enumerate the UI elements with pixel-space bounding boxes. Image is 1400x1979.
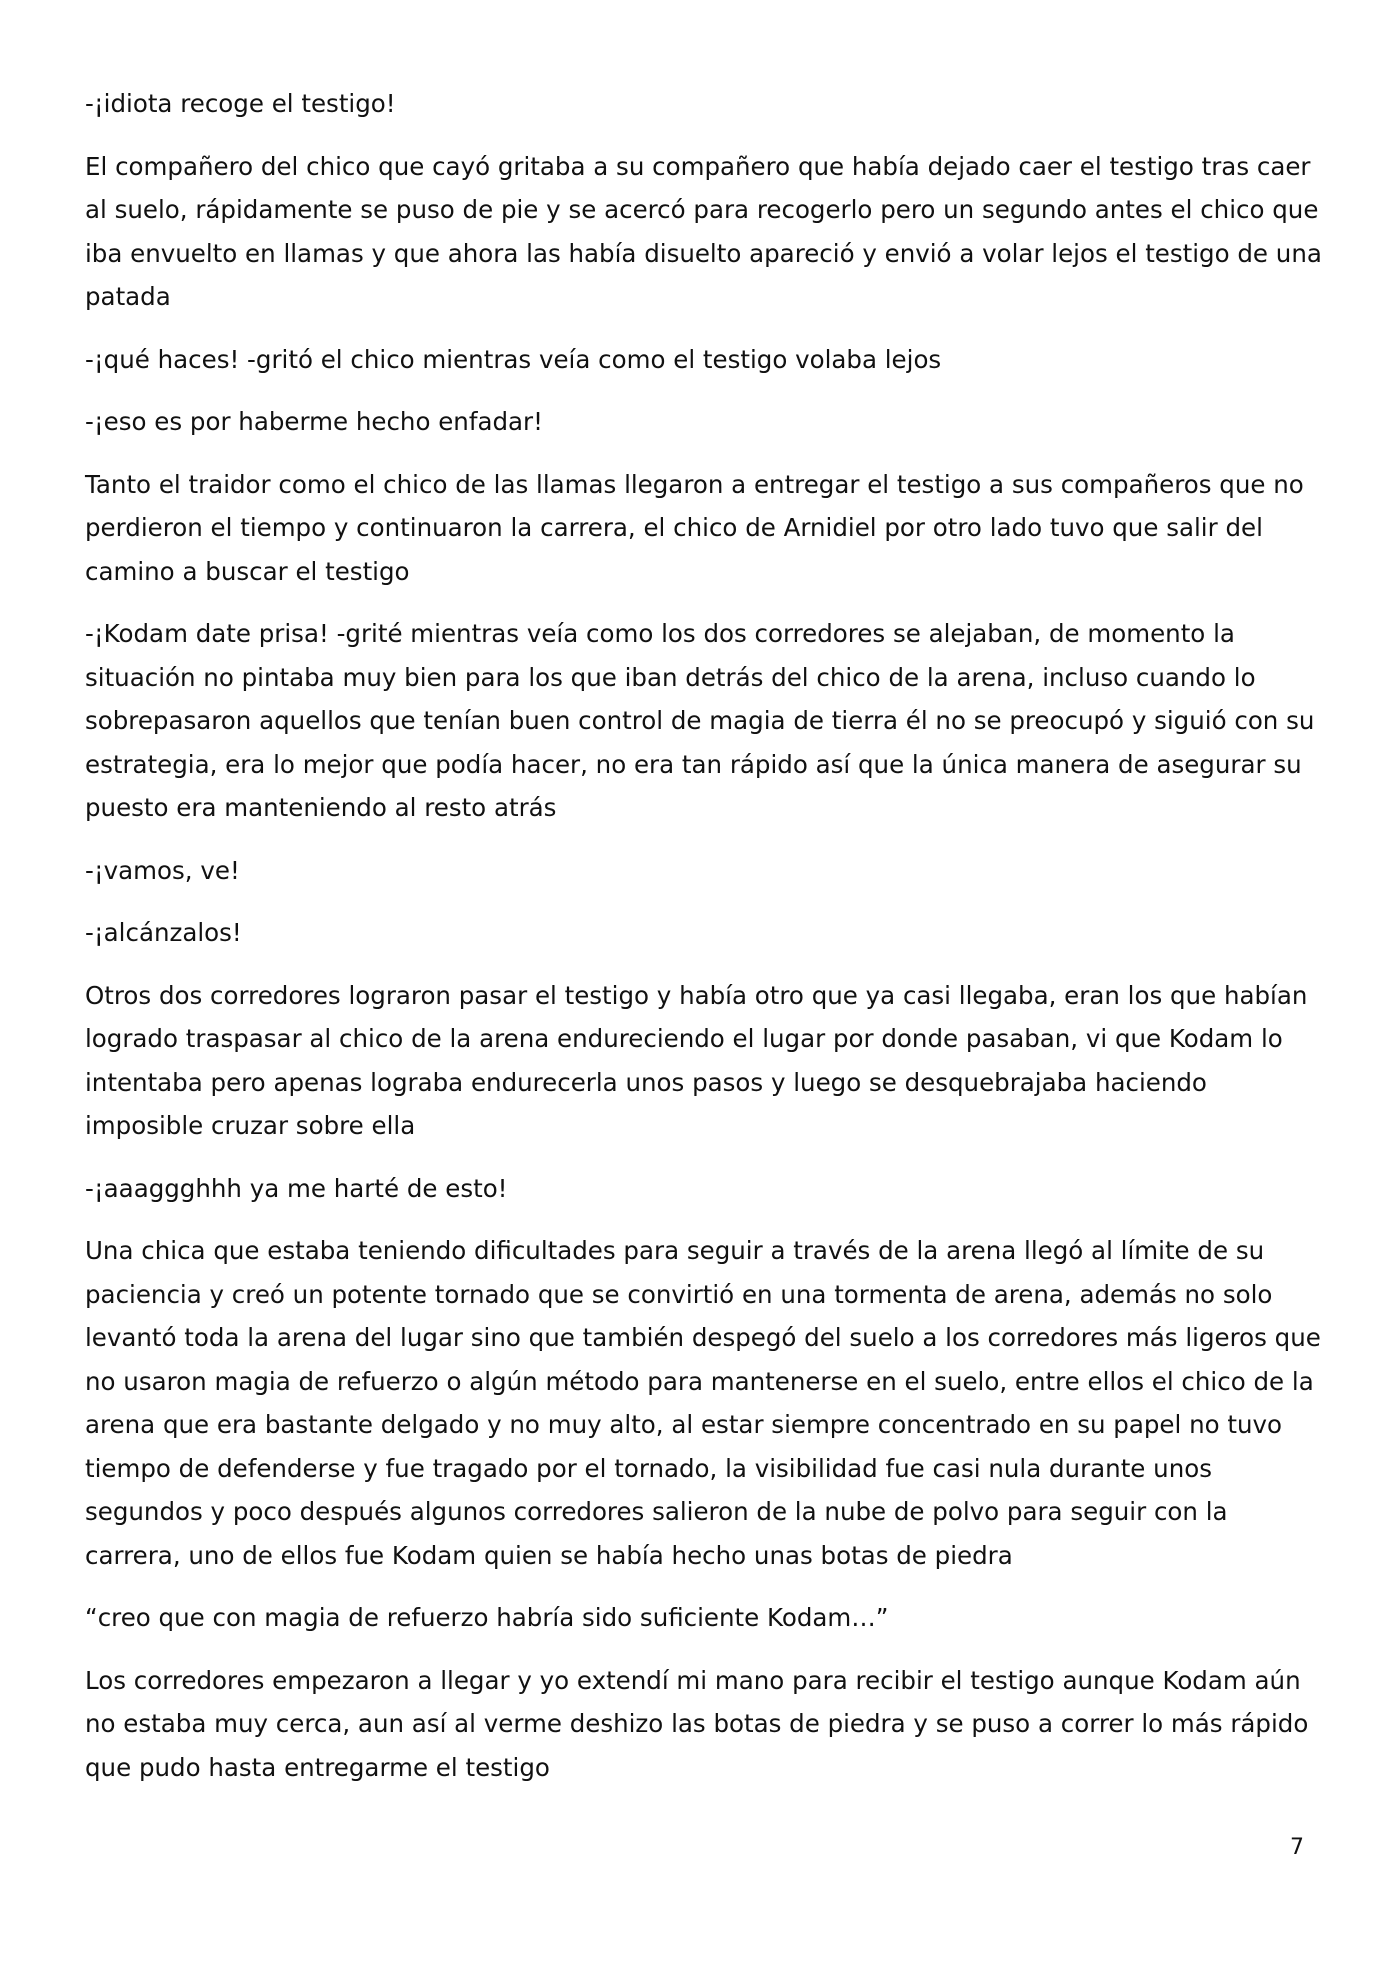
paragraph-1: -¡idiota recoge el testigo! [85,89,396,118]
paragraph-6: -¡Kodam date prisa! -grité mientras veía como los dos corredores se alejaban, de momento la situación no pintaba muy bien para los que iban detrás del chico de la arena, incluso cuando lo sobrepasaron aquellos que tenían buen control de magia de tierra él no se preocupó y siguió con su estrategia, era lo mejor que podía hacer, no era tan rápido así que la única manera de asegurar su puesto era manteniendo al resto atrás [85,619,1315,822]
paragraph-8: -¡alcánzalos! [85,918,242,947]
paragraph-9: Otros dos corredores lograron pasar el testigo y había otro que ya casi llegaba, eran los que habían logrado traspasar al chico de la arena endureciendo el lugar por donde pasaban, vi que Kodam lo intentaba pero apenas lograba endurecerla unos pasos y luego se desquebrajaba haciendo imposible cruzar sobre ella [85,980,1308,1140]
paragraph-7: -¡vamos, ve! [85,855,240,885]
paragraph-12: “creo que con magia de refuerzo habría sido suficiente Kodam…” [85,1603,889,1632]
paragraph-11: Una chica que estaba teniendo dificultades para seguir a través de la arena llegó al límite de su paciencia y creó un potente tornado que se convirtió en una tormenta de arena, además no solo levantó toda la arena del lugar sino que también despegó del suelo a los corredores más ligeros que no usaron magia de refuerzo o algún método para mantenerse en el suelo, entre ellos el chico de la arena que era bastante delgado y no muy alto, al estar siempre concentrado en su papel no tuvo tiempo de defenderse y fue tragado por el tornado, la visibilidad fue casi nula durante unos segundos y poco después algunos corredores salieron de la nube de polvo para seguir con la carrera, uno de ellos fue Kodam quien se había hecho unas botas de piedra [85,1236,1321,1570]
paragraph-13: Los corredores empezaron a llegar y yo extendí mi mano para recibir el testigo aunque Kodam aún no estaba muy cerca, aun así al verme deshizo las botas de piedra y se puso a correr lo más rápido que pudo hasta entregarme el testigo [85,1665,1309,1782]
paragraph-3: -¡qué haces! -gritó el chico mientras veía como el testigo volaba lejos [85,344,942,374]
paragraph-5: Tanto el traidor como el chico de las llamas llegaron a entregar el testigo a sus compañeros que no perdieron el tiempo y continuaron la carrera, el chico de Arnidiel por otro lado tuvo que salir del camino a buscar el testigo [85,469,1304,586]
document-body [85,82,1325,1808]
paragraph-4: -¡eso es por haberme hecho enfadar! [85,407,543,436]
paragraph-2: El compañero del chico que cayó gritaba a su compañero que había dejado caer el testigo tras caer al suelo, rápidamente se puso de pie y se acercó para recogerlo pero un segundo antes el chico que iba envuelto en llamas y que ahora las había disuelto apareció y envió a volar lejos el testigo de una patada [85,151,1322,311]
paragraph-10: -¡aaaggghhh ya me harté de esto! [85,1173,508,1203]
page-number: 7 [1290,1835,1304,1860]
